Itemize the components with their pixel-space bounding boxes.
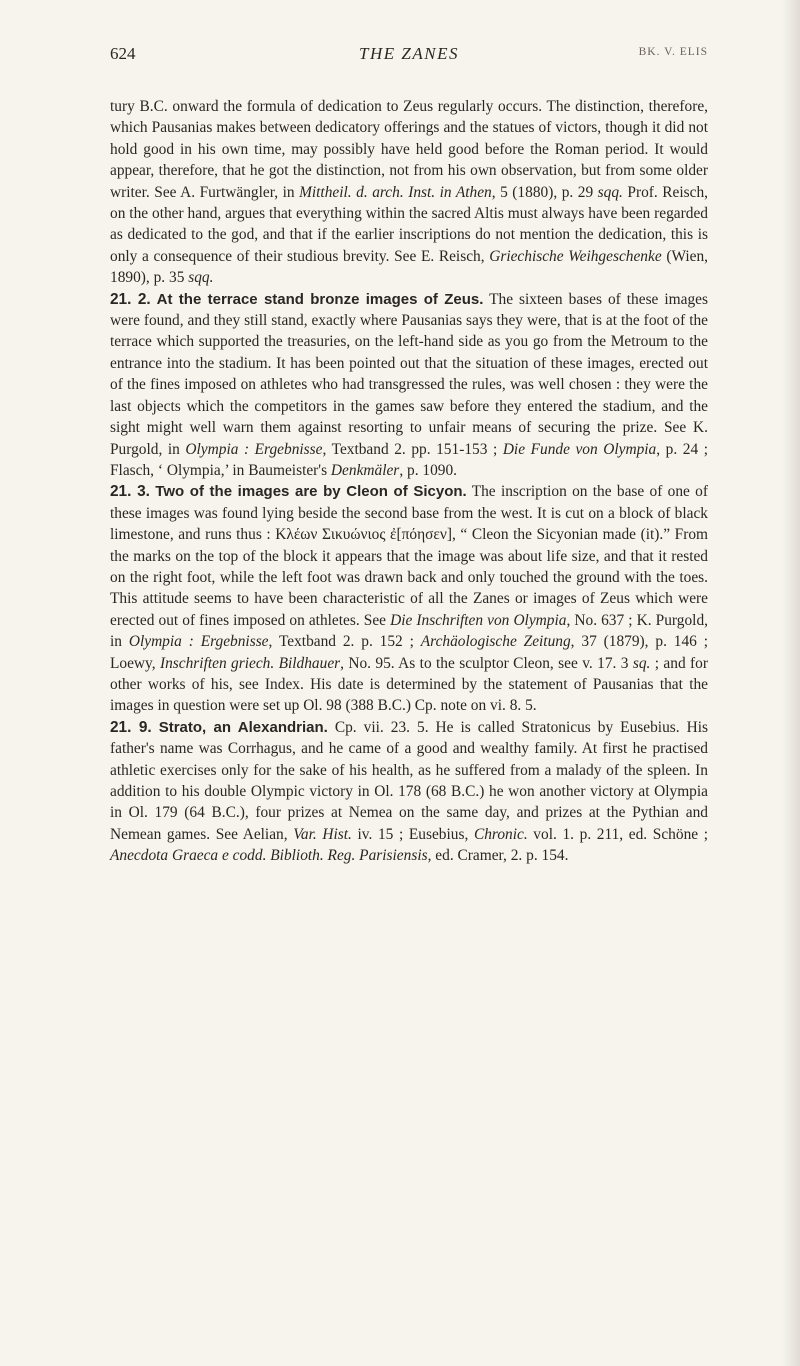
note-21-3: 21. 3. Two of the images are by Cleon of Sicyon. The inscription on the base of one of these images was found lying beside the second base from the west. It is cut on a block of black limestone, and runs thus : Κλέων Σικυώνιος ἐ[πόησεν], “ Cleon the Sicyonian made (it).” From the marks on the top of the block it appears that the image was about life size, and that it rested on the right foot, while the left foot was drawn back and only touched the ground with the toes. This attitude seems to have been characteristic of all the Zanes or images of Zeus which were erected out of fines imposed on athletes. See Die Inschriften von Olympia, No. 637 ; K. Purgold, in Olympia : Ergebnisse, Textband 2. p. 152 ; Archäologische Zeitung, 37 (1879), p. 146 ; Loewy, Inschriften griech. Bildhauer, No. 95. As to the sculptor Cleon, see v. 17. 3 sq. ; and for other works of his, see Index. His date is determined by the statement of Pausanias that the images in question were set up Ol. 98 (388 B.C.) Cp. note on vi. 8. 5. — [110, 483, 708, 715]
note-21-9: 21. 9. Strato, an Alexandrian. Cp. vii. 23. 5. He is called Stratonicus by Eusebius. His father's name was Corrhagus, and he came of a good and wealthy family. At first he practised athletic exercises only for the sake of his health, as he suffered from a malady of the spleen. In addition to his double Olympic victory in Ol. 178 (68 B.C.) he won another victory at Olympia in Ol. 179 (64 B.C.), four prizes at Nemea on the same day, and prizes at the Pythian and Nemean games. See Aelian, Var. Hist. iv. 15 ; Eusebius, Chronic. vol. 1. p. 211, ed. Schöne ; Anecdota Graeca e codd. Biblioth. Reg. Parisiensis, ed. Cramer, 2. p. 154. — [110, 718, 709, 865]
note-21-2: 21. 2. At the terrace stand bronze images of Zeus. The sixteen bases of these images were found, and they still stand, exactly where Pausanias says they were, that is at the foot of the terrace which supported the treasuries, on the left-hand side as you go from the Metroum to the entrance into the stadium. It has been pointed out that the situation of these images, erected out of the fines imposed on athletes who had transgressed the rules, was well chosen : they were the last objects which the competitors in the games saw before they entered the stadium, and the sight might well warn them against resorting to unfair means of securing the prize. See K. Purgold, in Olympia : Ergebnisse, Textband 2. pp. 151-153 ; Die Funde von Olympia, p. 24 ; Flasch, ‘ Olympia,’ in Baumeister's Denkmäler, p. 1090. — [110, 290, 708, 479]
note-number: 21. 3. — [110, 483, 150, 501]
book-reference: BK. V. ELIS — [638, 46, 708, 58]
page-edge-shadow — [782, 0, 800, 1366]
note-lemma: Two of the images are by Cleon of Sicyon. — [155, 483, 467, 501]
page-number: 624 — [110, 44, 136, 63]
note-lemma: Strato, an Alexandrian. — [158, 718, 328, 736]
running-title: THE ZANES — [359, 44, 459, 63]
body-text — [110, 96, 708, 867]
paragraph-continued: tury B.C. onward the formula of dedication to Zeus regularly occurs. The distinction, therefore, which Pausanias makes between dedicatory offerings and the statues of victors, though it did not hold good in his own time, may possibly have held good before the Roman period. It would appear, therefore, that he got the distinction, not from his own observation, but from some older writer. See A. Furtwängler, in Mittheil. d. arch. Inst. in Athen, 5 (1880), p. 29 sqq. Prof. Reisch, on the other hand, argues that everything within the sacred Altis must always have been regarded as dedicated to the god, and that if the earlier inscriptions do not mention the dedication, this is only a consequence of their studious brevity. See E. Reisch, Griechische Weihgeschenke (Wien, 1890), p. 35 sqq. — [110, 98, 709, 287]
note-lemma: At the terrace stand bronze images of Zeus. — [156, 290, 484, 308]
page-header — [110, 44, 708, 72]
note-number: 21. 2. — [110, 290, 151, 308]
note-number: 21. 9. — [110, 718, 152, 736]
